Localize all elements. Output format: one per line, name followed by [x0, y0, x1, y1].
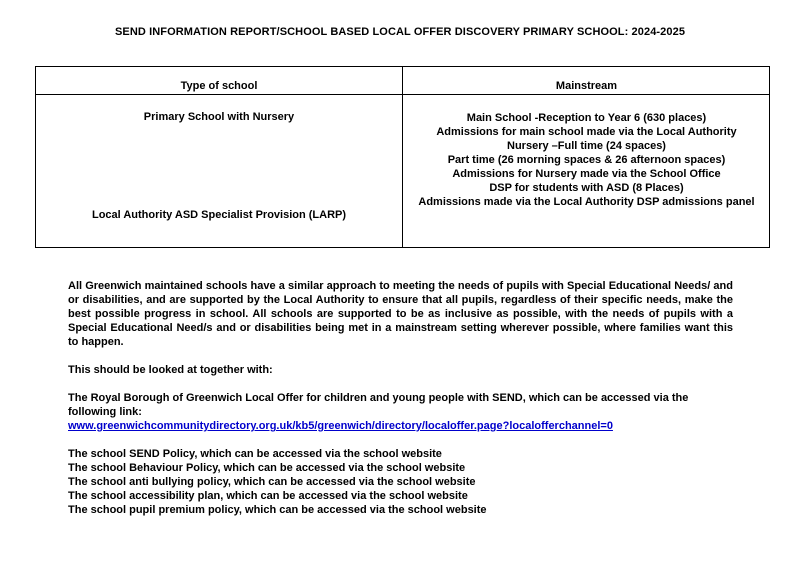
school-type-primary: Primary School with Nursery: [143, 111, 295, 123]
mainstream-line: Nursery –Full time (24 spaces): [507, 140, 666, 152]
mainstream-line: Admissions made via the Local Authority DSP admissions panel: [418, 196, 755, 208]
column-header-type-of-school: Type of school: [180, 80, 258, 92]
mainstream-line: Part time (26 morning spaces & 26 afternoon spaces): [447, 154, 726, 166]
policy-item: The school Behaviour Policy, which can be accessed via the school website: [68, 462, 466, 474]
policy-item: The school SEND Policy, which can be accessed via the school website: [68, 448, 442, 460]
intro-paragraph: All Greenwich maintained schools have a similar approach to meeting the needs of pupils with Special Educational Needs/ and or disabilities, and are supported by the Local Authority to ensure that all pupils, regardless of their specific needs, make the best possible progress in school. All schools are supported to be as inclusive as possible, with the needs of pupils with a Special Educational Need/s and or disabilities being met in a mainstream setting wherever possible, where families want this to happen.: [68, 280, 733, 348]
mainstream-details: [403, 111, 770, 209]
policy-list: [68, 447, 733, 517]
page-title: SEND INFORMATION REPORT/SCHOOL BASED LOCAL OFFER DISCOVERY PRIMARY SCHOOL: 2024-2025: [114, 26, 686, 38]
local-offer-paragraph: [68, 391, 733, 433]
mainstream-line: Admissions for main school made via the Local Authority: [436, 126, 737, 138]
school-type-table: [35, 66, 770, 248]
school-type-larp: Local Authority ASD Specialist Provision (LARP): [91, 209, 347, 221]
policy-item: The school accessibility plan, which can be accessed via the school website: [68, 490, 468, 502]
policy-item: The school anti bullying policy, which can be accessed via the school website: [68, 476, 476, 488]
mainstream-line: Admissions for Nursery made via the School Office: [452, 168, 721, 180]
policy-item: The school pupil premium policy, which can be accessed via the school website: [68, 504, 487, 516]
column-header-mainstream: Mainstream: [555, 80, 618, 92]
local-offer-text: The Royal Borough of Greenwich Local Offer for children and young people with SEND, which can be accessed via the following link:: [68, 392, 689, 418]
mainstream-line: Main School -Reception to Year 6 (630 places): [466, 112, 707, 124]
together-paragraph: This should be looked at together with:: [68, 364, 273, 376]
local-offer-link[interactable]: www.greenwichcommunitydirectory.org.uk/kb5/greenwich/directory/localoffer.page?localofferchannel=0: [68, 420, 613, 432]
mainstream-line: DSP for students with ASD (8 Places): [489, 182, 684, 194]
